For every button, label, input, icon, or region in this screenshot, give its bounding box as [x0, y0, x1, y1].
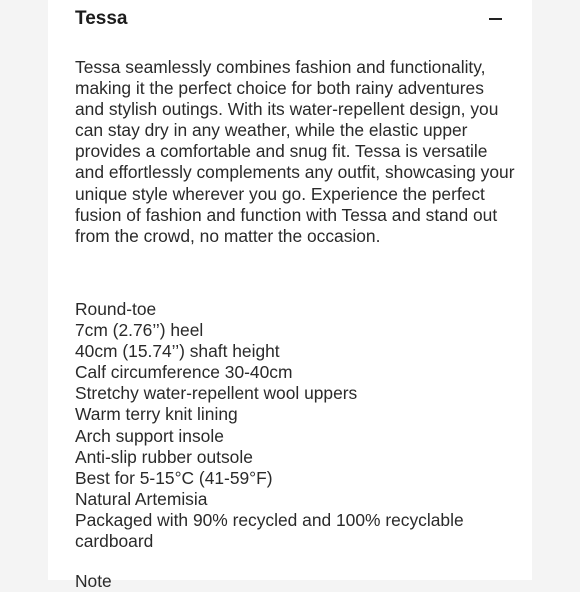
feature-list [75, 299, 515, 552]
section-title: Tessa [75, 8, 128, 29]
list-item: Round-toe [75, 299, 157, 319]
product-description: Tessa seamlessly combines fashion and functionality, making it the perfect choice for both rainy adventures and stylish outings. With its water-repellent design, you can stay dry in any weather, while the elastic upper provides a comfortable and snug fit. Tessa is versatile and effortlessly complements any outfit, showcasing your unique style wherever you go. Experience the perfect fusion of fashion and function with Tessa and stand out from the crowd, no matter the occasion. [75, 57, 515, 246]
accordion-header[interactable] [75, 6, 505, 34]
list-item: Anti-slip rubber outsole [75, 446, 253, 467]
minus-bar [489, 18, 502, 20]
list-item: Packaged with 90% recycled and 100% recyclable cardboard [75, 509, 464, 552]
list-item: Calf circumference 30-40cm [75, 362, 293, 383]
note-heading: Note [75, 571, 112, 591]
list-item: Stretchy water-repellent wool uppers [75, 383, 358, 404]
list-item: Best for 5-15°C (41-59°F) [75, 467, 273, 488]
list-item: Arch support insole [75, 425, 224, 446]
product-details-card [48, 0, 532, 591]
list-item: 40cm (15.74’’) shaft height [75, 341, 280, 362]
list-item: Natural Artemisia [75, 488, 208, 509]
list-item: Warm terry knit lining [75, 404, 238, 425]
list-item: 7cm (2.76’’) heel [75, 320, 204, 341]
minus-icon[interactable] [487, 10, 505, 28]
